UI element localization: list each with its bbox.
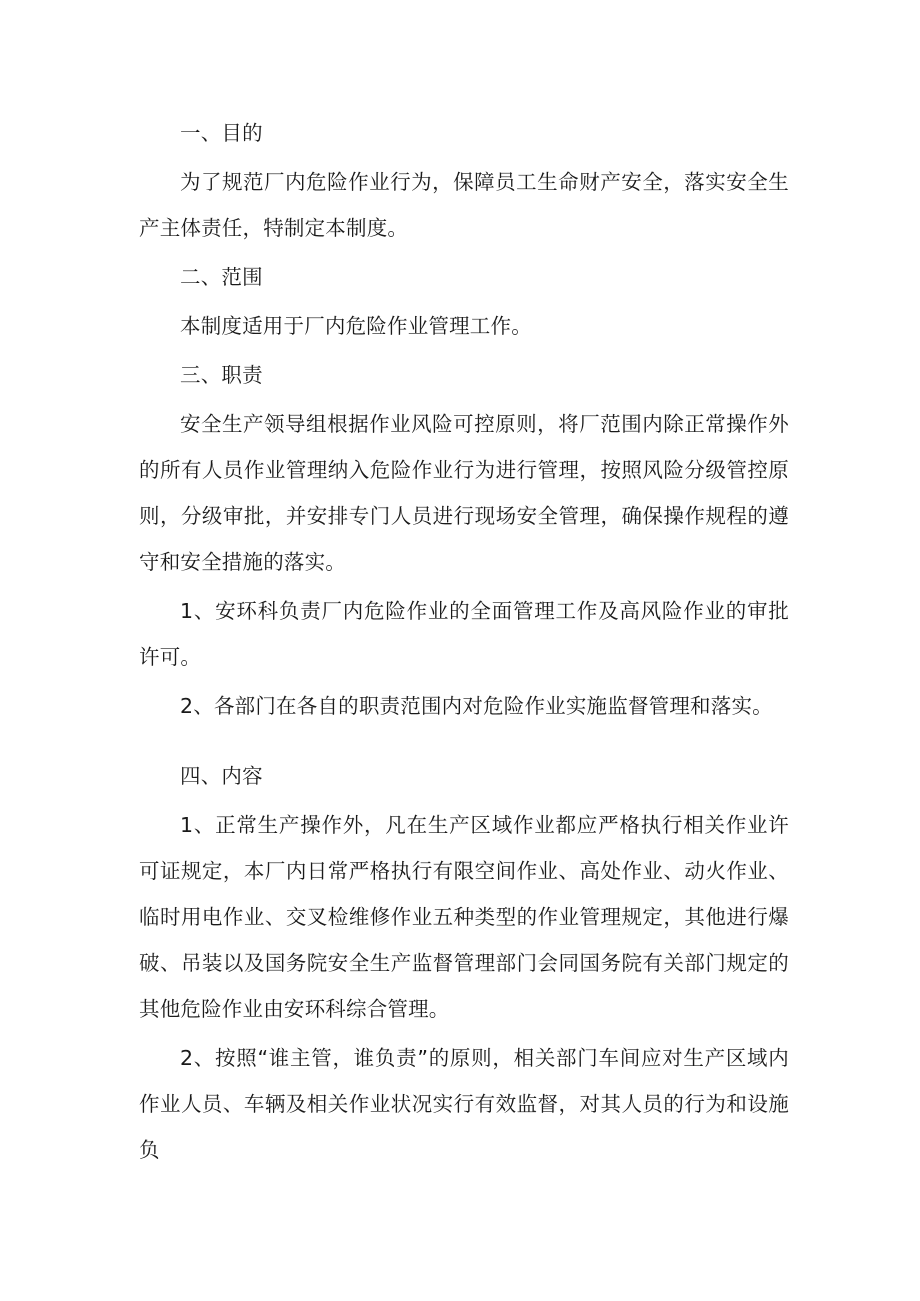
section-heading-scope: 二、范围 xyxy=(180,265,263,289)
paragraph-duties: 安全生产领导组根据作业风险可控原则，将厂范围内除正常操作外的所有人员作业管理纳入危险作业行为进行管理，按照风险分级管控原则，分级审批，并安排专门人员进行现场安全管理，确保操作规程的遵守和安全措施的落实。 xyxy=(139,412,789,574)
paragraph-duty-item-1: 1、安环科负责厂内危险作业的全面管理工作及高风险作业的审批许可。 xyxy=(139,599,789,669)
paragraph-duty-item-2: 2、各部门在各自的职责范围内对危险作业实施监督管理和落实。 xyxy=(180,694,773,718)
section-heading-content: 四、内容 xyxy=(180,764,263,788)
paragraph-content-item-1: 1、正常生产操作外，凡在生产区域作业都应严格执行相关作业许可证规定，本厂内日常严格执行有限空间作业、高处作业、动火作业、临时用电作业、交叉检维修作业五种类型的作业管理规定，其他进行爆破、吊装以及国务院安全生产监督管理部门会同国务院有关部门规定的其他危险作业由安环科综合管理。 xyxy=(139,813,789,1021)
document-body xyxy=(139,110,789,1176)
paragraph-scope: 本制度适用于厂内危险作业管理工作。 xyxy=(180,314,532,338)
paragraph-purpose: 为了规范厂内危险作业行为，保障员工生命财产安全，落实安全生产主体责任，特制定本制度。 xyxy=(139,170,789,240)
section-heading-duties: 三、职责 xyxy=(180,363,263,387)
paragraph-content-item-2: 2、按照“谁主管，谁负责”的原则，相关部门车间应对生产区域内作业人员、车辆及相关作业状况实行有效监督，对其人员的行为和设施负 xyxy=(139,1046,789,1162)
section-heading-purpose: 一、目的 xyxy=(180,121,263,145)
